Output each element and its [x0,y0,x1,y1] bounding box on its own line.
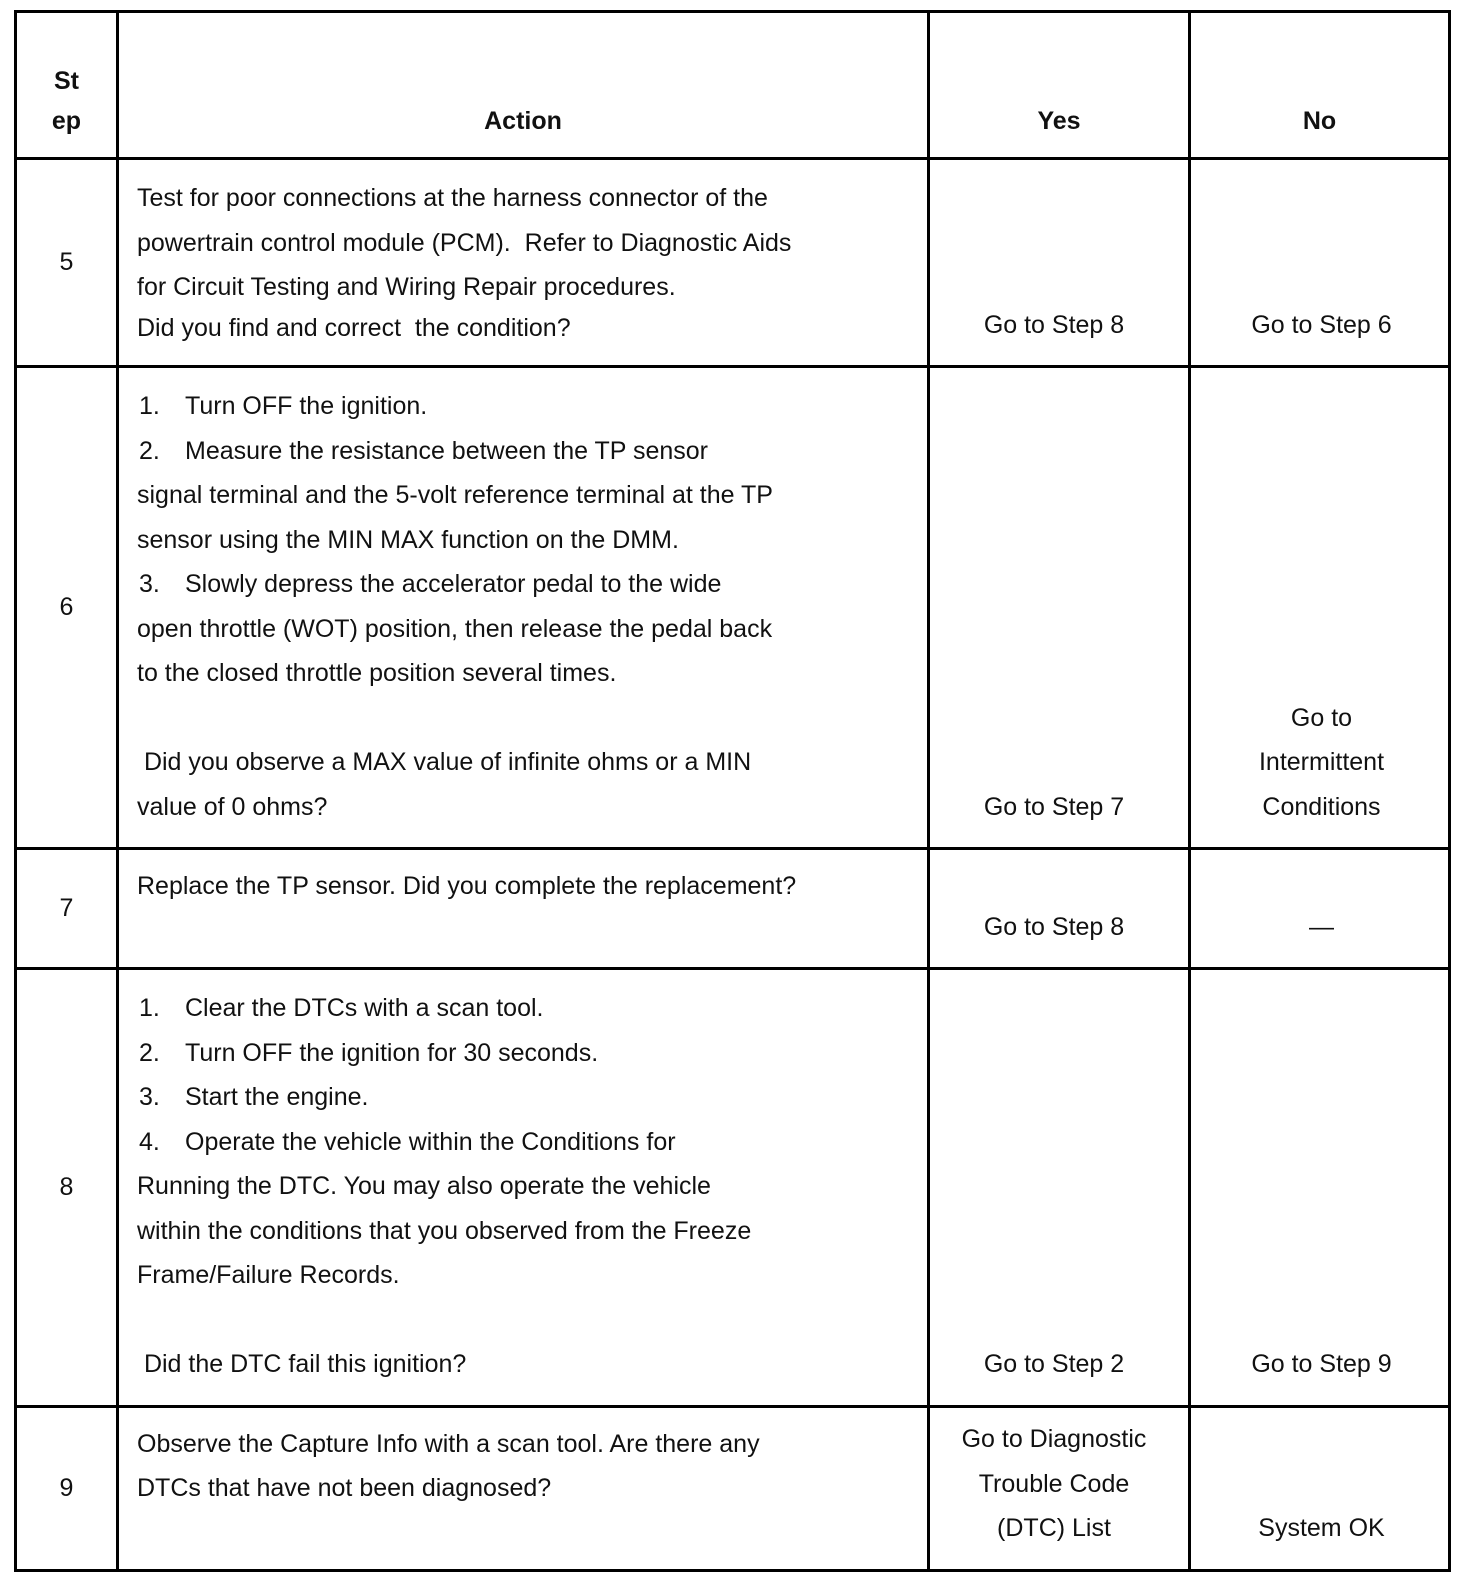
table-row [16,849,1450,969]
yes-result: Go to Step 7 [929,367,1190,849]
no-result: Go to Step 9 [1190,969,1450,1407]
list-item: 2. Turn OFF the ignition for 30 seconds. [139,1038,599,1067]
table-row [16,367,1450,849]
table-row [16,159,1450,367]
no-result: Go to Intermittent Conditions [1190,367,1450,849]
list-item: 4. Operate the vehicle within the Conditions for [139,1127,676,1156]
action-text: Replace the TP sensor. Did you complete the replacement? [118,849,929,969]
action-text: 1. Clear the DTCs with a scan tool. 2. Turn OFF the ignition for 30 seconds. 3. Start the engine. 4. Operate the vehicle within the Conditions for Running the DTC. You may also operate the vehicle within the conditions that you observed from the Freeze Frame/Failure Records. Did the DTC fail this ignition? [118,969,929,1407]
header-no: No [1190,12,1450,159]
action-text: 1. Turn OFF the ignition. 2. Measure the resistance between the TP sensor signal terminal and the 5-volt reference terminal at the TP sensor using the MIN MAX function on the DMM. 3. Slowly depress the accelerator pedal to the wide open throttle (WOT) position, then release the pedal back to the closed throttle position several times. Did you observe a MAX value of infinite ohms or a MIN value of 0 ohms? [118,367,929,849]
yes-result: Go to Step 8 [929,159,1190,367]
list-item: 2. Measure the resistance between the TP sensor [139,436,708,465]
list-item: 1. Turn OFF the ignition. [139,392,428,420]
yes-result: Go to Diagnostic Trouble Code (DTC) List [929,1406,1190,1570]
action-text: Observe the Capture Info with a scan tool. Are there any DTCs that have not been diagnosed? [118,1406,929,1570]
step-number: 7 [16,849,118,969]
list-item: 3. Slowly depress the accelerator pedal to the wide [139,570,722,598]
no-result: — [1190,849,1450,969]
diagnostic-table [14,10,1451,1572]
step-number: 5 [16,159,118,367]
list-item: 3. Start the engine. [139,1083,369,1111]
no-result: System OK [1190,1406,1450,1570]
yes-result: Go to Step 8 [929,849,1190,969]
action-text: Test for poor connections at the harness connector of the powertrain control module (PCM). Refer to Diagnostic Aids for Circuit Testing and Wiring Repair procedures. Did you find and correct the condition? [118,159,929,367]
list-item: 1. Clear the DTCs with a scan tool. [139,994,544,1022]
header-step: St ep [16,12,118,159]
no-result: Go to Step 6 [1190,159,1450,367]
table-row [16,1406,1450,1570]
yes-result: Go to Step 2 [929,969,1190,1407]
header-row [16,12,1450,159]
header-yes: Yes [929,12,1190,159]
table-row [16,969,1450,1407]
step-number: 8 [16,969,118,1407]
header-action: Action [118,12,929,159]
step-number: 6 [16,367,118,849]
step-number: 9 [16,1406,118,1570]
